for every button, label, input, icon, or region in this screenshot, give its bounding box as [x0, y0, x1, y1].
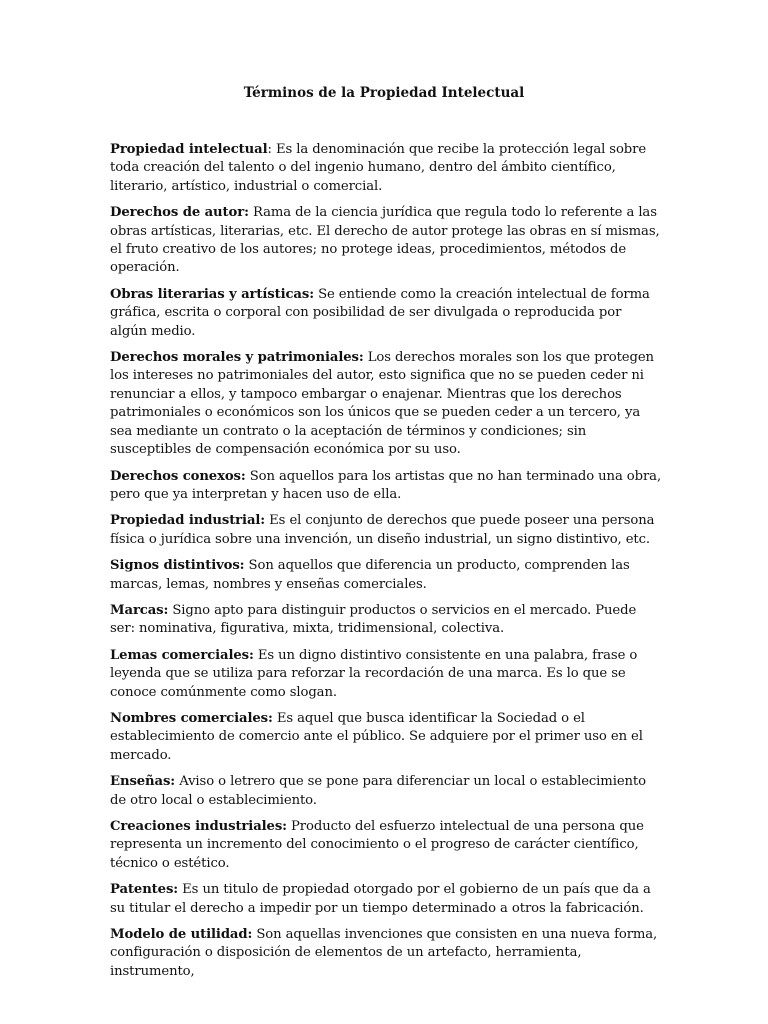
term-creaciones-industriales: [110, 818, 662, 873]
term-propiedad-intelectual: [110, 141, 662, 196]
term-definition: Son aquellas invenciones que consisten en una nueva forma, configuración o disposición de elementos de un artefacto, herramienta, instrumento,: [110, 927, 658, 979]
term-derechos-morales: [110, 349, 662, 459]
term-definition: Es un digno distintivo consistente en una palabra, frase o leyenda que se utiliza para reforzar la recordación de una marca. Es lo que se conoce comúnmente como slogan.: [110, 647, 638, 700]
term-list: [110, 141, 662, 989]
term-definition: Es un titulo de propiedad otorgado por el gobierno de un país que da a su titular el derecho a impedir por un tiempo determinado a otros la fabricación.: [110, 882, 651, 916]
term-ensenas: [110, 773, 662, 810]
term-definition: Los derechos morales son los que protegen los intereses no patrimoniales del autor, esto significa que no se pueden ceder ni renunciar a ellos, y tampoco embargar o enajenar. Mientras que los derechos patrimoniales o económicos son los únicos que se pueden ceder a un tercero, ya sea mediante un contrato o la aceptación de términos y condiciones; sin susceptibles de compensación económica por su uso.: [110, 350, 654, 458]
term-name: Patentes:: [110, 882, 179, 898]
term-derechos-conexos: [110, 468, 662, 505]
term-definition: Signo apto para distinguir productos o servicios en el mercado. Puede ser: nominativa, figurativa, mixta, tridimensional, colectiva.: [110, 602, 637, 637]
term-definition: Son aquellos para los artistas que no han terminado una obra, pero que ya interpretan y hacen uso de ella.: [110, 468, 662, 502]
term-derechos-de-autor: [110, 204, 662, 278]
term-definition: Rama de la ciencia jurídica que regula todo lo referente a las obras artísticas, literarias, etc. El derecho de autor protege las obras en sí mismas, el fruto creativo de los autores; no protege ideas, procedimientos, métodos de operación.: [110, 205, 660, 276]
document-title: Términos de la Propiedad Intelectual: [243, 85, 525, 101]
term-name: Modelo de utilidad:: [110, 927, 253, 943]
term-nombres-comerciales: [110, 710, 662, 765]
term-patentes: [110, 881, 662, 918]
term-definition: Es aquel que busca identificar la Sociedad o el establecimiento de comercio ante el público. Se adquiere por el primer uso en el mercado.: [110, 710, 643, 763]
term-name: Obras literarias y artísticas:: [110, 286, 314, 302]
term-definition: Es la denominación que recibe la protección legal sobre toda creación del talento o del ingenio humano, dentro del ámbito científico, literario, artístico, industrial o comercial.: [110, 142, 647, 194]
term-name: Derechos morales y patrimoniales:: [110, 350, 364, 366]
term-definition: Son aquellos que diferencia un producto, comprenden las marcas, lemas, nombres y enseñas comerciales.: [110, 558, 630, 592]
term-name: Enseñas:: [110, 774, 176, 790]
term-marcas: [110, 602, 662, 639]
term-definition: Aviso o letrero que se pone para diferenciar un local o establecimiento de otro local o establecimiento.: [110, 774, 646, 808]
term-obras-literarias: [110, 286, 662, 341]
term-name: Creaciones industriales:: [110, 819, 287, 834]
term-name: Marcas:: [110, 602, 169, 618]
term-name: Derechos de autor:: [110, 205, 249, 221]
term-definition: Es el conjunto de derechos que puede poseer una persona física o jurídica sobre una invención, un diseño industrial, un signo distintivo, etc.: [110, 513, 655, 547]
term-name: Lemas comerciales:: [110, 647, 254, 663]
term-name: Propiedad industrial:: [110, 513, 266, 529]
term-modelo-de-utilidad: [110, 926, 662, 981]
term-name: Nombres comerciales:: [110, 710, 273, 726]
term-definition: Se entiende como la creación intelectual de forma gráfica, escrita o corporal con posibilidad de ser divulgada o reproducida por algún medio.: [110, 286, 650, 339]
term-signos-distintivos: [110, 557, 662, 594]
term-lemas-comerciales: [110, 647, 662, 702]
term-name: Propiedad intelectual: [110, 142, 268, 157]
term-propiedad-industrial: [110, 512, 662, 549]
term-separator: :: [267, 142, 276, 157]
term-definition: Producto del esfuerzo intelectual de una persona que representa un incremento del conocimiento o el progreso de carácter científico, técnico o estético.: [110, 819, 644, 871]
term-name: Derechos conexos:: [110, 468, 246, 484]
term-name: Signos distintivos:: [110, 558, 245, 574]
